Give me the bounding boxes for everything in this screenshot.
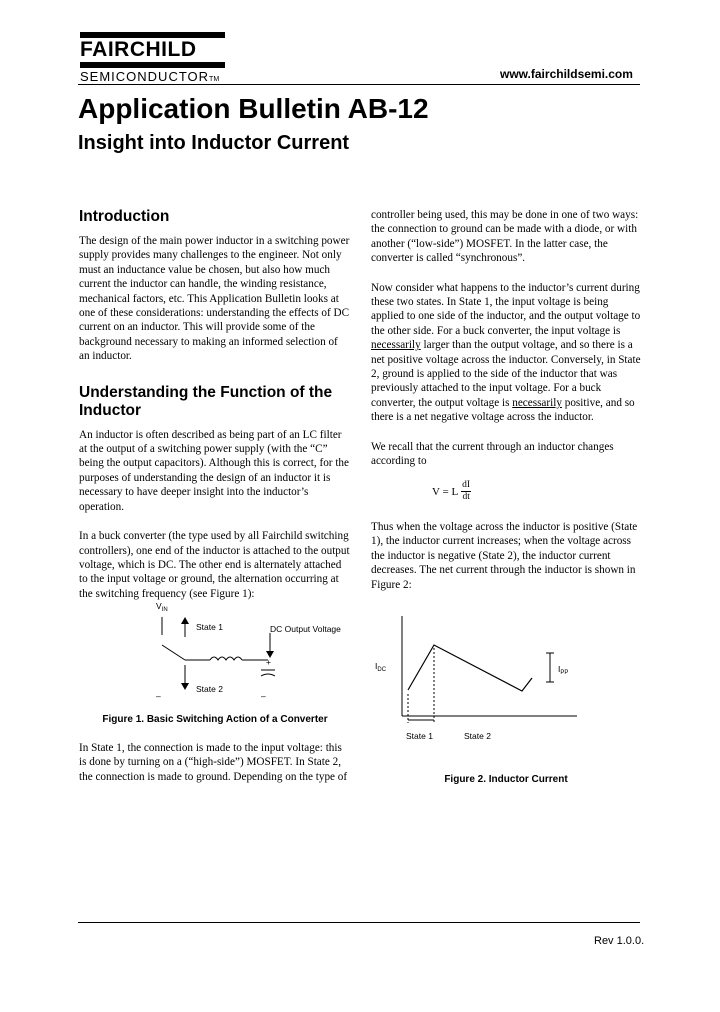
revision-label: Rev 1.0.0. [594,935,645,947]
function-paragraph-1: An inductor is often described as being part of an LC filter at the output of a switching power supply (with the “C” being the output capacitors). Although this is correct, for the purposes of understanding the design of an inductor it is necessary to have deeper insight into the inductor’s operation. [79,428,349,513]
p2-text-c: positive, and so there is a net negative voltage across the inductor. [371,396,635,424]
idc-label: $I_{DC}$ [375,661,387,673]
logo-tm: TM [209,76,220,83]
state1-arrowhead [181,617,189,624]
logo-bar-bottom [80,62,225,68]
function-paragraph-2: In a buck converter (the type used by all Fairchild switching controllers), one end of the inductor is attached to the output voltage, which is DC. The other end is alternately attached to the input voltage or ground, the alternation occurring at the switching frequency (see Figure 1): [79,530,350,600]
switch-blade [162,645,185,660]
p2-text-a: Now consider what happens to the inductor’s current during these two states. In State 1, the input voltage is being applied to one side of the inductor, and the output voltage to the other side. For a buck converter, the input voltage is [371,281,641,337]
right-paragraph-1: controller being used, this may be done in one of two ways: the connection to ground can be made with a diode, or with another (“low-side”) MOSFET. In the latter case, the converter is called “synchronous”. [371,209,639,265]
p2-emphasis-2: necessarily [512,396,562,409]
inductor-symbol [210,657,242,660]
function-heading: Understanding the Function of the Inductor [79,383,333,419]
header-divider [78,84,640,85]
right-paragraph-4: Thus when the voltage across the inductor is positive (State 1), the inductor current increases; when the voltage across the inductor is negative (State 2), the inductor current decreases. The net current through the inductor is shown in Figure 2: [371,521,638,591]
state1-label: State 1 [196,622,223,632]
right-paragraph-3: We recall that the current through an inductor changes according to [371,440,614,468]
page-subtitle: Insight into Inductor Current [78,132,350,154]
figure-2-diagram [372,608,577,748]
right-paragraph-2 [371,281,641,425]
state2-arrowhead [181,683,189,690]
p2-text-b: larger than the output voltage, and so there is a net positive voltage across the inductor. Conversely, in State 2, ground is applied to the side of the inductor that was previously attached to the input voltage. For a buck converter, the output voltage is [371,339,641,409]
left-column-lower [79,741,351,799]
equation-denominator: dt [462,492,470,502]
figure-1-caption: Figure 1. Basic Switching Action of a Converter [102,714,328,725]
logo-sub-text: SEMICONDUCTOR [80,69,210,84]
left-column [79,208,351,616]
p2-emphasis-1: necessarily [371,339,421,352]
ipp-label: $I_{PP}$ [558,664,569,676]
capacitor-plate-bottom [261,674,275,676]
state2-label: State 2 [196,684,223,694]
dc-output-label: DC Output Voltage [270,624,341,634]
equation-numerator: dI [462,480,471,490]
footer-divider [78,922,640,923]
intro-paragraph: The design of the main power inductor in a switching power supply provides many challenges to the engineer. Not only must an inductance value be chosen, but also how much current the inductor can handle, the winding resistance, mechanical factors, etc. This Application Bulletin looks at one of these considerations: understanding the effects of DC current on an inductor. This will provide some of the background necessary to making an informed selection of an inductor. [79,235,350,363]
vin-label: $V_{IN}$ [156,601,168,613]
equation-lhs: V = L [432,485,459,498]
equation-fraction [461,480,471,503]
inductor-equation [432,480,471,503]
output-minus: – [261,691,266,701]
intro-heading: Introduction [79,208,170,225]
inductor-current-waveform [408,645,532,691]
fig2-state1-label: State 1 [406,731,433,741]
page-title: Application Bulletin AB-12 [78,93,429,124]
fig2-state2-label: State 2 [464,731,491,741]
logo-wordmark: FAIRCHILD [80,38,197,61]
website-link[interactable]: www.fairchildsemi.com [500,67,633,81]
right-column-lower [371,520,641,607]
fairchild-logo [80,32,225,87]
plus-sign: + [266,657,271,667]
right-column [371,208,641,484]
figure-1-diagram [150,597,350,702]
ground-minus: – [156,691,161,701]
state-paragraph: In State 1, the connection is made to the input voltage: this is done by turning on a (“high-side”) MOSFET. In State 2, the connection is made to ground. Depending on the type of [79,742,348,783]
figure-2-caption: Figure 2. Inductor Current [444,774,568,785]
